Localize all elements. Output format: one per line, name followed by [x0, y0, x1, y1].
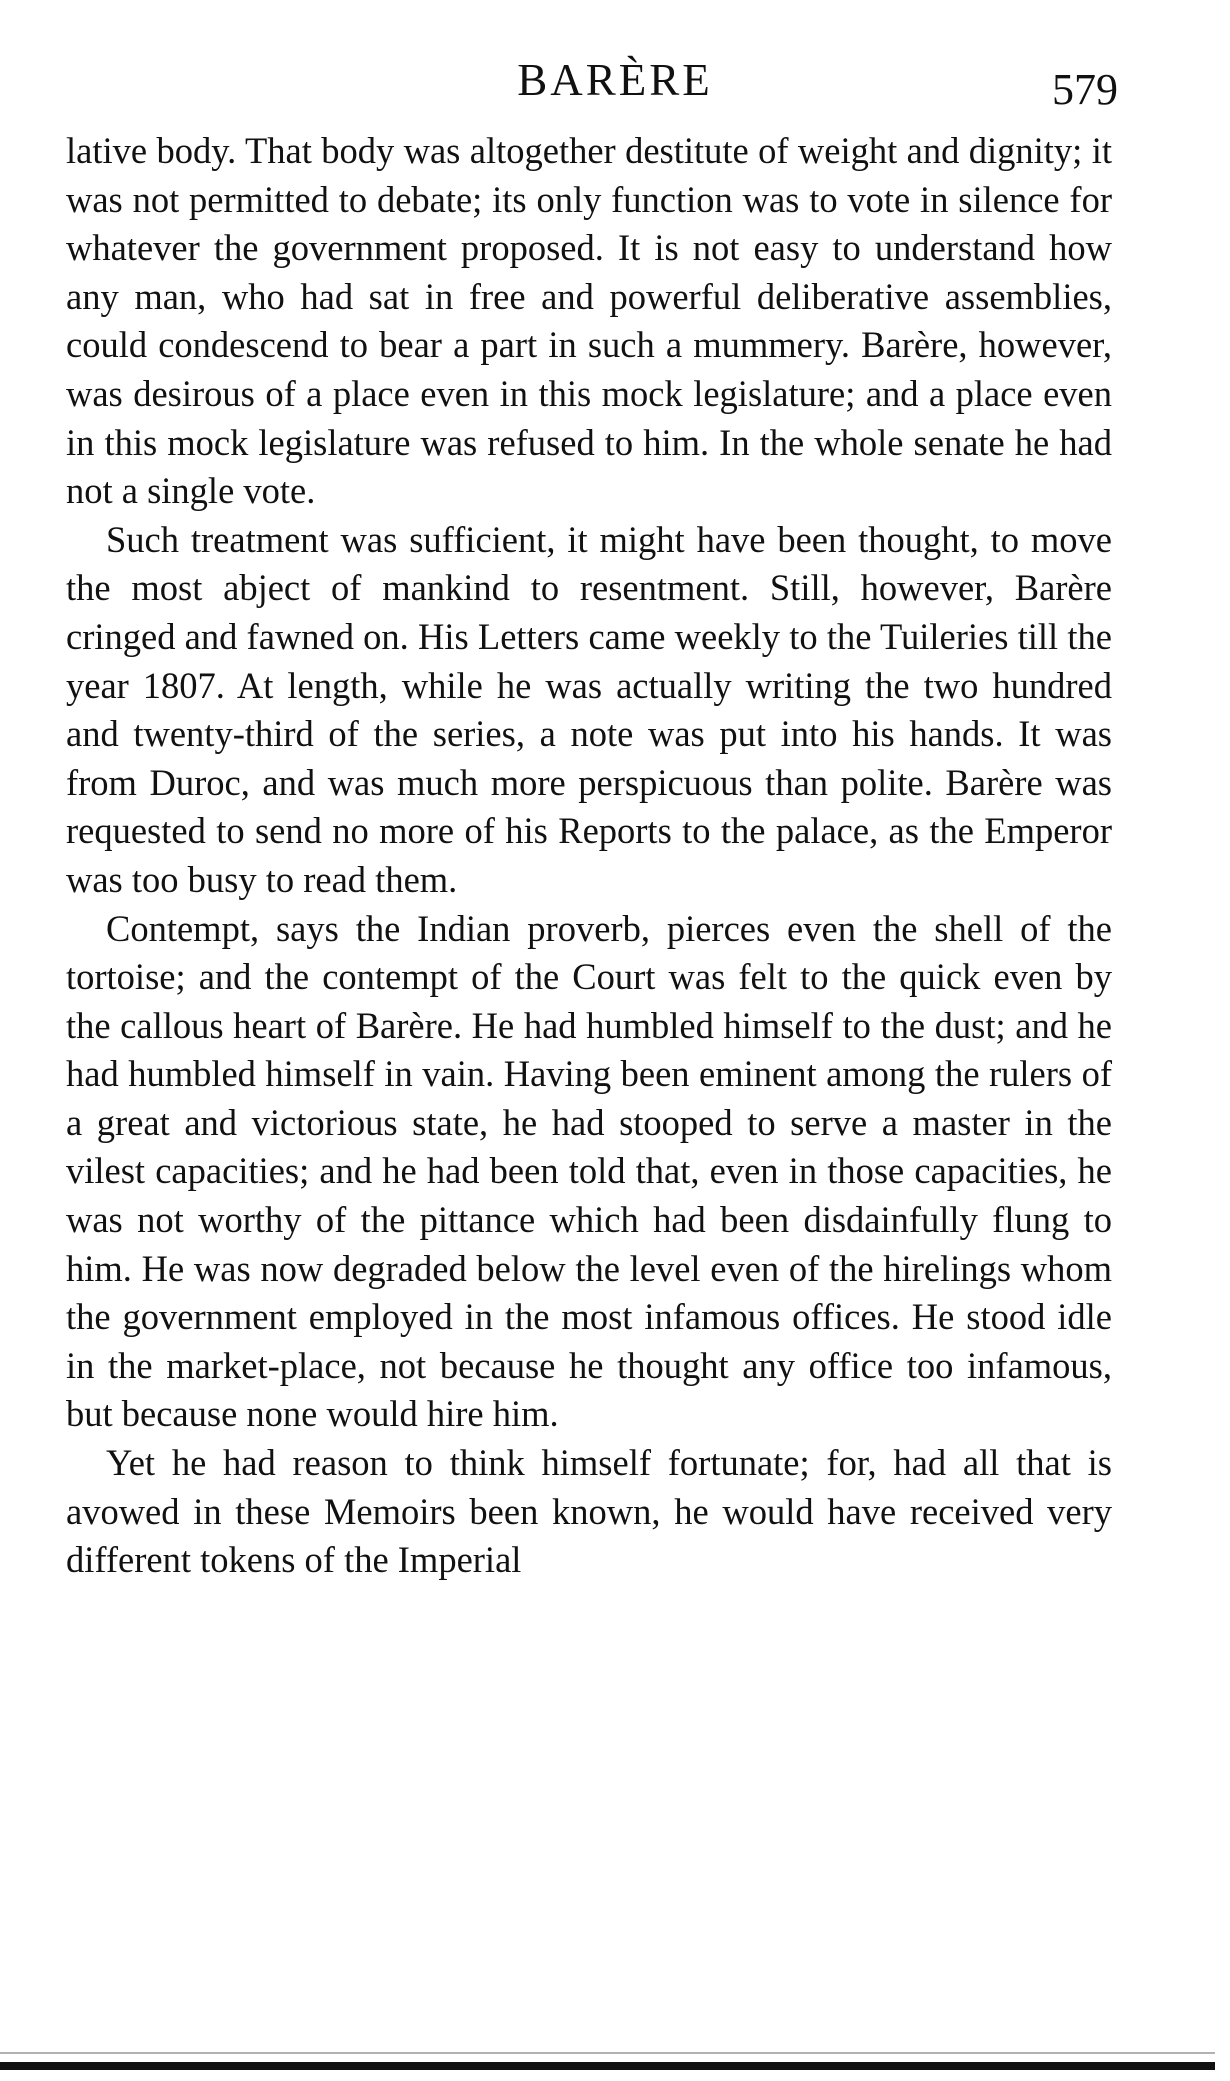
paragraph-4: Yet he had reason to think himself fortunate; for, had all that is avowed in these Memoirs been known, he would have received very different tokens of the Imperial [66, 1442, 1112, 1581]
bottom-rule-thin [0, 2052, 1215, 2054]
paragraph-1: lative body. That body was altogether destitute of weight and dignity; it was not permitted to debate; its only function was to vote in silence for whatever the government proposed. It is not easy to understand how any man, who had sat in free and powerful deliberative assemblies, could condescend to bear a part in such a mummery. Barère, however, was desirous of a place even in this mock legislature; and a place even in this mock legislature was refused to him. In the whole senate he had not a single vote. [66, 130, 1112, 512]
running-title: BARÈRE [517, 55, 713, 105]
paragraph-3: Contempt, says the Indian proverb, pierces even the shell of the tortoise; and the contempt of the Court was felt to the quick even by the callous heart of Barère. He had humbled himself to the dust; and he had humbled himself in vain. Having been eminent among the rulers of a great and victorious state, he had stooped to serve a master in the vilest capacities; and he had been told that, even in those capacities, he was not worthy of the pittance which had been disdainfully flung to him. He was now degraded below the level even of the hirelings whom the government employed in the most infamous offices. He stood idle in the market-place, not because he thought any office too infamous, but because none would hire him. [66, 907, 1112, 1435]
bottom-rule [0, 2062, 1215, 2070]
running-head [0, 50, 1230, 114]
body-text [66, 127, 1112, 1585]
page-number: 579 [1052, 65, 1118, 114]
paragraph-2: Such treatment was sufficient, it might have been thought, to move the most abject of mankind to resentment. Still, however, Barère cringed and fawned on. His Letters came weekly to the Tuileries till the year 1807. At length, while he was actually writing the two hundred and twenty-third of the series, a note was put into his hands. It was from Duroc, and was much more perspicuous than polite. Barère was requested to send no more of his Reports to the palace, as the Emperor was too busy to read them. [66, 518, 1112, 900]
